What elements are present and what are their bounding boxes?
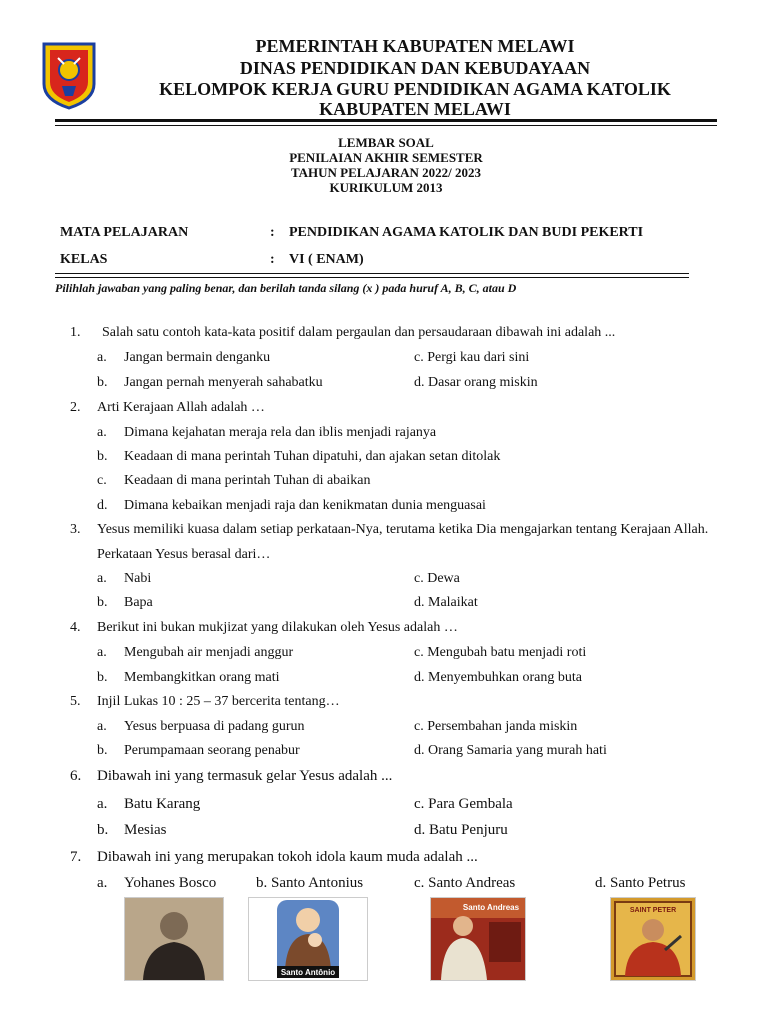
option-letter: b.	[97, 822, 109, 838]
santo-andreas-image	[430, 897, 526, 981]
option-letter: b.	[97, 595, 108, 610]
header-divider-thin	[55, 125, 717, 126]
option-text: Jangan bermain denganku	[124, 350, 271, 365]
doc-title-line-3: TAHUN PELAJARAN 2022/ 2023	[290, 165, 482, 180]
class-value: VI ( ENAM)	[289, 252, 364, 267]
option-text: Perumpamaan seorang penabur	[124, 743, 300, 758]
question-number: 2.	[70, 400, 81, 415]
option-letter: a.	[97, 875, 108, 891]
option-text: d. Batu Penjuru	[414, 822, 508, 838]
info-divider-1	[55, 273, 689, 274]
option-text: Nabi	[124, 571, 152, 586]
class-colon: :	[270, 252, 275, 267]
option-text: Dimana kebaikan menjadi raja dan kenikmatan dunia menguasai	[124, 498, 486, 513]
option-text: d. Malaikat	[414, 595, 478, 610]
question-text: Salah satu contoh kata-kata positif dalam pergaulan dan persaudaraan dibawah ini adalah ...	[102, 325, 616, 340]
option-text: Mengubah air menjadi anggur	[124, 645, 294, 660]
header-line-4: KABUPATEN MELAWI	[319, 99, 511, 119]
yohanes-bosco-photo	[124, 897, 224, 981]
option-text: Jangan pernah menyerah sahabatku	[124, 375, 323, 390]
header-line-3: KELOMPOK KERJA GURU PENDIDIKAN AGAMA KATOLIK	[159, 79, 671, 99]
header-line-1: PEMERINTAH KABUPATEN MELAWI	[255, 36, 575, 56]
question-text: Dibawah ini yang termasuk gelar Yesus adalah ...	[97, 768, 393, 784]
option-text: Keadaan di mana perintah Tuhan dipatuhi, dan ajakan setan ditolak	[124, 449, 501, 464]
option-letter: b.	[97, 670, 108, 685]
option-text: Batu Karang	[124, 796, 201, 812]
regency-logo-icon	[40, 40, 98, 110]
doc-title-line-1: LEMBAR SOAL	[338, 135, 434, 150]
option-text: c. Mengubah batu menjadi roti	[414, 645, 587, 660]
santo-andreas-caption: Santo Andreas	[462, 903, 520, 912]
question-text: Injil Lukas 10 : 25 – 37 bercerita tentang…	[97, 694, 340, 709]
santo-antonio-image	[248, 897, 368, 981]
option-letter: d.	[97, 498, 108, 513]
santo-petrus-image	[610, 897, 696, 981]
question-text: Berikut ini bukan mukjizat yang dilakukan oleh Yesus adalah …	[97, 620, 458, 635]
question-text-continued: Perkataan Yesus berasal dari…	[97, 547, 271, 562]
option-letter: a.	[97, 350, 107, 365]
option-text: c. Pergi kau dari sini	[414, 350, 530, 365]
option-letter: b.	[97, 449, 108, 464]
class-label: KELAS	[60, 252, 108, 267]
option-letter: b.	[97, 375, 108, 390]
option-text: Yesus berpuasa di padang gurun	[124, 719, 305, 734]
question-number: 3.	[70, 522, 81, 537]
option-text: d. Dasar orang miskin	[414, 375, 538, 390]
question-number: 1.	[70, 325, 81, 340]
info-divider-2	[55, 277, 689, 278]
option-text: c. Santo Andreas	[414, 875, 516, 891]
option-text: Bapa	[124, 595, 153, 610]
subject-value: PENDIDIKAN AGAMA KATOLIK DAN BUDI PEKERTI	[289, 225, 644, 240]
option-letter: a.	[97, 796, 108, 812]
question-text: Arti Kerajaan Allah adalah …	[97, 400, 265, 415]
question-text: Dibawah ini yang merupakan tokoh idola kaum muda adalah ...	[97, 849, 478, 865]
option-letter: a.	[97, 425, 107, 440]
option-text: Membangkitkan orang mati	[124, 670, 280, 685]
option-text: b. Santo Antonius	[256, 875, 364, 891]
option-letter: a.	[97, 645, 107, 660]
instruction-text: Pilihlah jawaban yang paling benar, dan berilah tanda silang (x ) pada huruf A, B, C, atau D	[55, 281, 517, 295]
doc-title-line-4: KURIKULUM 2013	[329, 180, 443, 195]
header-divider-thick	[55, 119, 717, 122]
option-text: c. Persembahan janda miskin	[414, 719, 578, 734]
question-number: 7.	[70, 849, 82, 865]
option-letter: c.	[97, 473, 107, 488]
option-text: Yohanes Bosco	[124, 875, 217, 891]
question-number: 4.	[70, 620, 81, 635]
option-text: d. Orang Samaria yang murah hati	[414, 743, 607, 758]
question-number: 6.	[70, 768, 82, 784]
santo-petrus-caption: SAINT PETER	[629, 907, 677, 914]
option-text: c. Para Gembala	[414, 796, 513, 812]
question-number: 5.	[70, 694, 81, 709]
option-text: Dimana kejahatan meraja rela dan iblis menjadi rajanya	[124, 425, 437, 440]
option-text: d. Santo Petrus	[595, 875, 686, 891]
option-letter: a.	[97, 719, 107, 734]
option-text: Keadaan di mana perintah Tuhan di abaikan	[124, 473, 371, 488]
option-text: Mesias	[124, 822, 167, 838]
subject-colon: :	[270, 225, 275, 240]
header-line-2: DINAS PENDIDIKAN DAN KEBUDAYAAN	[239, 58, 591, 78]
option-text: d. Menyembuhkan orang buta	[414, 670, 582, 685]
option-text: c. Dewa	[414, 571, 460, 586]
question-text: Yesus memiliki kuasa dalam setiap perkataan-Nya, terutama ketika Dia mengajarkan tentang Kerajaan Allah.	[97, 522, 709, 537]
option-letter: a.	[97, 571, 107, 586]
santo-antonio-caption: Santo Antônio	[280, 968, 336, 977]
doc-title-line-2: PENILAIAN AKHIR SEMESTER	[289, 150, 483, 165]
option-letter: b.	[97, 743, 108, 758]
subject-label: MATA PELAJARAN	[60, 225, 189, 240]
